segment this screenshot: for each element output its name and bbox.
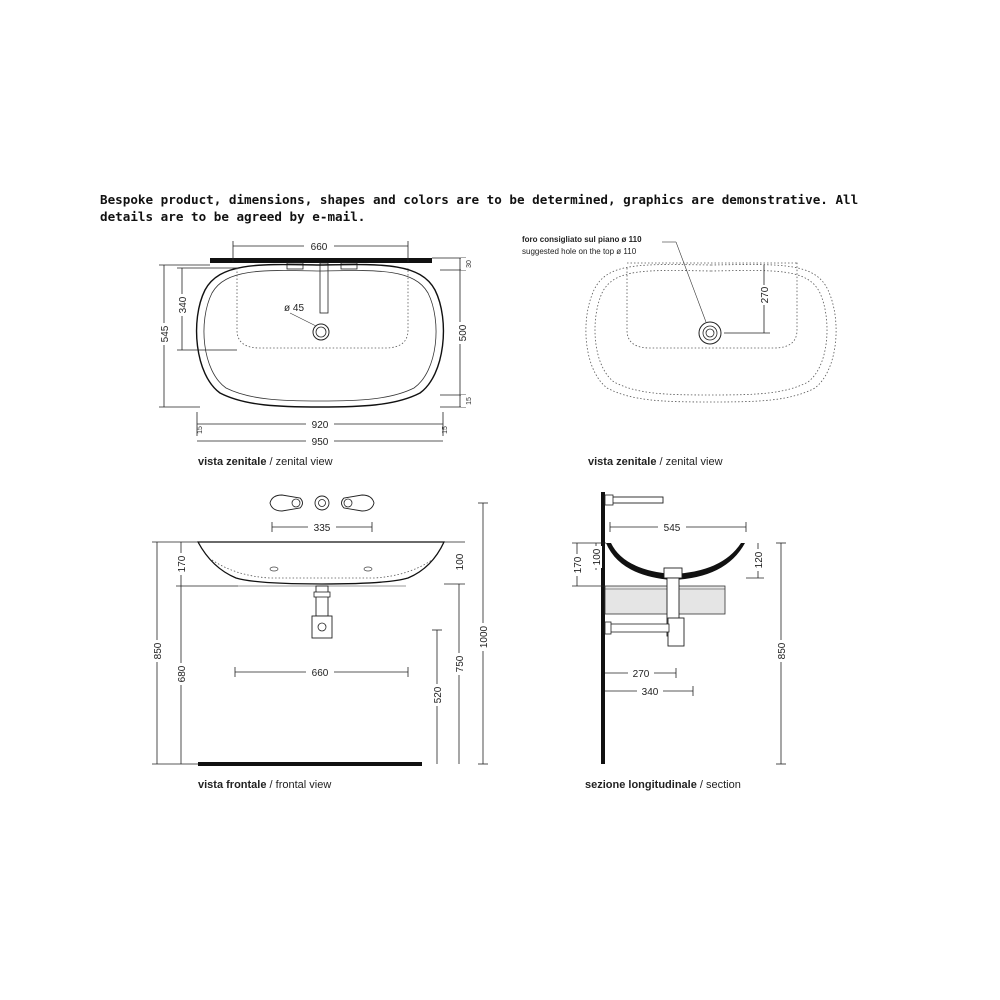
dim-270-top: 270	[760, 286, 771, 304]
countertop-edge	[210, 258, 432, 263]
dim-335: 335	[313, 523, 331, 534]
dim-170-front: 170	[177, 555, 188, 573]
dim-100-section: 100	[592, 548, 603, 566]
dim-15: 15	[466, 397, 473, 405]
dim-500: 500	[458, 324, 469, 342]
hole-note-it: foro consigliato sul piano ø 110	[522, 235, 642, 244]
section-waste-pipe	[605, 624, 669, 632]
floor-line	[198, 762, 422, 766]
dim-545-section: 545	[663, 523, 681, 534]
section-trap	[668, 618, 684, 646]
wall-line	[601, 492, 605, 764]
dim-270-section: 270	[632, 669, 650, 680]
dim-1000: 1000	[479, 625, 490, 649]
dim-30: 30	[466, 260, 473, 268]
dim-660: 660	[310, 242, 328, 253]
dim-850-section: 850	[777, 642, 788, 660]
trap-pipe	[316, 586, 328, 616]
dim-750: 750	[455, 655, 466, 673]
caption-zenital-right: vista zenitale / zenital view	[588, 456, 723, 468]
caption-section: sezione longitudinale / section	[585, 779, 741, 791]
dim-diameter-45: ø 45	[284, 303, 305, 314]
dim-340-section: 340	[641, 687, 659, 698]
drain-inner	[316, 327, 326, 337]
dim-100-front: 100	[455, 553, 466, 571]
zenital-view-left	[158, 240, 473, 468]
countertop-slab	[605, 586, 725, 614]
dim-15-right: 15	[442, 426, 449, 434]
caption-frontal: vista frontale / frontal view	[198, 779, 332, 791]
frontal-view	[151, 495, 490, 791]
caption-zenital-left: vista zenitale / zenital view	[198, 456, 333, 468]
dim-340: 340	[178, 296, 189, 314]
dim-850-front: 850	[153, 642, 164, 660]
dim-15-left: 15	[197, 426, 204, 434]
wall-spout	[605, 497, 663, 503]
dim-545: 545	[160, 325, 171, 343]
dim-170-section: 170	[573, 556, 584, 574]
dim-680-front: 680	[177, 665, 188, 683]
section-view	[571, 492, 788, 791]
dim-120-section: 120	[754, 551, 765, 569]
zenital-view-right	[522, 235, 836, 468]
dim-520: 520	[433, 686, 444, 704]
dim-950: 950	[311, 437, 329, 448]
disclaimer-note: Bespoke product, dimensions, shapes and colors are to be determined, graphics are demonstrative. All details are to be agreed by e-mail.	[100, 192, 859, 224]
dim-660-front: 660	[311, 668, 329, 679]
dim-920: 920	[311, 420, 329, 431]
hole-note-en: suggested hole on the top ø 110	[522, 247, 637, 256]
